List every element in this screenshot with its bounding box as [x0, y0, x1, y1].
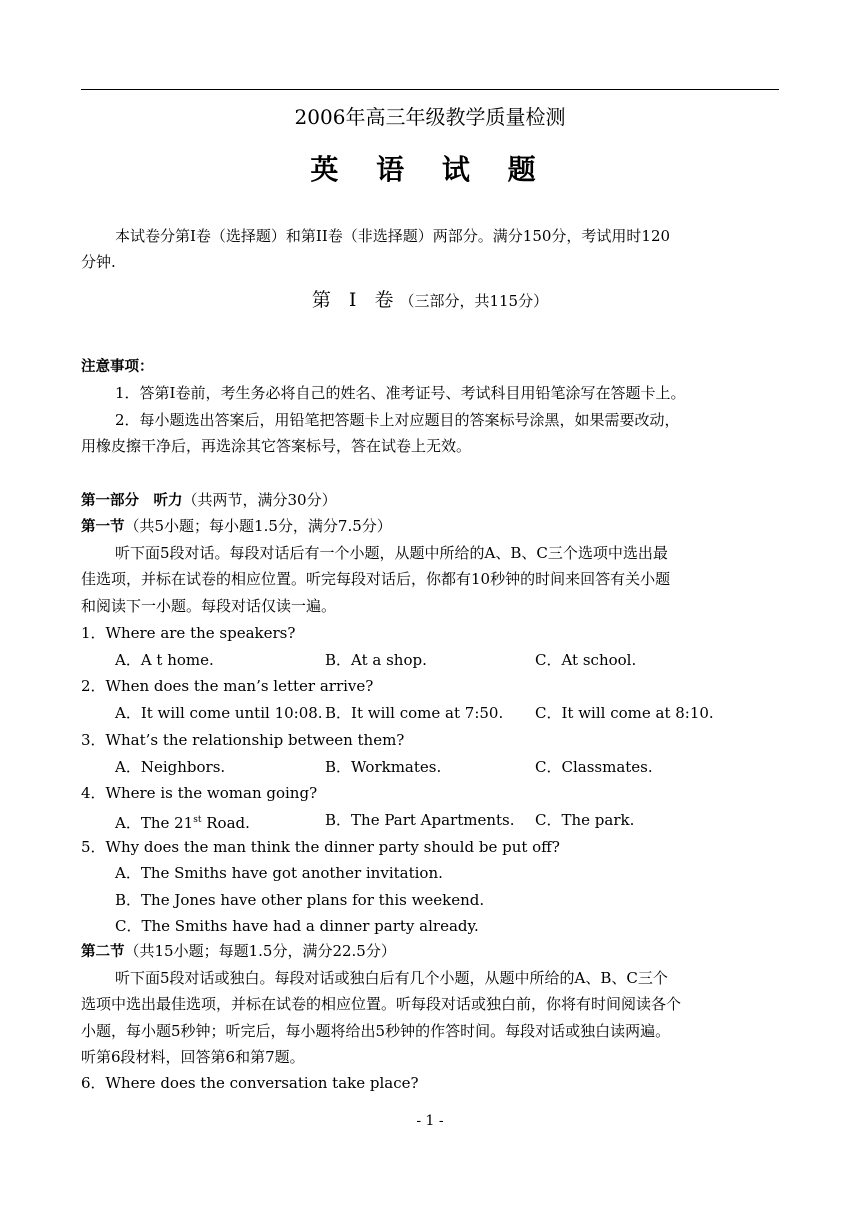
section1-heading — [81, 513, 779, 540]
section1-instr-3: 和阅读下一小题。每段对话仅读一遍。 — [81, 597, 337, 615]
q5-option-b: B．The Jones have other plans for this weekend. — [115, 891, 485, 909]
section2-instr-2: 选项中选出最佳选项，并标在试卷的相应位置。听每段对话或独白前，你将有时间阅读各个 — [81, 995, 682, 1013]
section2-title-note: （共15小题；每题1.5分，满分22.5分） — [124, 942, 396, 960]
volume-heading — [81, 287, 779, 314]
top-rule — [81, 89, 779, 90]
notice-item-2-line-2: 用橡皮擦干净后，再选涂其它答案标号，答在试卷上无效。 — [81, 437, 472, 455]
q4-option-c: C．The park. — [535, 811, 635, 829]
page-number: - 1 - — [416, 1113, 444, 1129]
q4-option-a-suffix: Road. — [201, 814, 250, 832]
intro-line-2: 分钟. — [81, 253, 116, 271]
part1-title: 第一部分 听力 — [81, 493, 183, 509]
section1-instr-2: 佳选项，并标在试卷的相应位置。听完每段对话后，你都有10秒钟的时间来回答有关小题 — [81, 570, 671, 588]
section1-instr-1: 听下面5段对话。每段对话后有一个小题，从题中所给的A、B、C三个选项中选出最 — [115, 544, 668, 562]
q1-option-c: C．At school. — [535, 651, 637, 669]
notice-item-1: 1．答第I卷前，考生务必将自己的姓名、准考证号、考试科目用铅笔涂写在答题卡上。 — [115, 384, 686, 402]
q3-option-a: A．Neighbors. — [115, 758, 226, 776]
question-6: 6．Where does the conversation take place? — [81, 1074, 419, 1092]
q3-option-b: B．Workmates. — [325, 758, 442, 776]
question-5: 5．Why does the man think the dinner party should be put off? — [81, 838, 560, 856]
section2-title: 第二节 — [81, 944, 125, 960]
section1-title-note: （共5小题；每小题1.5分，满分7.5分） — [124, 517, 392, 535]
volume-note: （三部分，共115分） — [399, 292, 549, 310]
section2-instr-3: 小题，每小题5秒钟；听完后，每小题将给出5秒钟的作答时间。每段对话或独白读两遍。 — [81, 1022, 671, 1040]
question-4: 4．Where is the woman going? — [81, 784, 318, 802]
q5-option-c: C．The Smiths have had a dinner party already. — [115, 917, 479, 935]
question-2: 2．When does the man’s letter arrive? — [81, 677, 374, 695]
q2-option-c: C．It will come at 8:10. — [535, 704, 714, 722]
part1-heading — [81, 487, 779, 514]
volume-title: 第 Ⅰ 卷 — [311, 289, 400, 311]
subject-title: 英 语 试 题 — [310, 153, 550, 186]
q2-option-b: B．It will come at 7:50. — [325, 704, 504, 722]
intro-line-1: 本试卷分第I卷（选择题）和第II卷（非选择题）两部分。满分150分，考试用时120 — [115, 227, 671, 245]
section2-instr-4: 听第6段材料，回答第6和第7题。 — [81, 1048, 305, 1066]
q1-option-a: A．A t home. — [115, 651, 214, 669]
section2-instr-1: 听下面5段对话或独白。每段对话或独白后有几个小题，从题中所给的A、B、C三个 — [115, 969, 668, 987]
exam-title: 2006年高三年级教学质量检测 — [294, 105, 566, 129]
question-3: 3．What’s the relationship between them? — [81, 731, 405, 749]
part1-title-note: （共两节，满分30分） — [182, 491, 337, 509]
q4-option-a — [115, 807, 250, 836]
q4-option-b: B．The Part Apartments. — [325, 811, 515, 829]
q2-option-a: A．It will come until 10:08. — [115, 704, 323, 722]
q1-option-b: B．At a shop. — [325, 651, 427, 669]
q5-option-a: A．The Smiths have got another invitation. — [115, 864, 443, 882]
question-1: 1．Where are the speakers? — [81, 624, 296, 642]
notice-item-2-line-1: 2．每小题选出答案后，用铅笔把答题卡上对应题目的答案标号涂黑，如果需要改动， — [115, 411, 680, 429]
section2-heading — [81, 938, 779, 965]
q3-option-c: C．Classmates. — [535, 758, 653, 776]
section1-title: 第一节 — [81, 519, 125, 535]
q4-option-a-sup: st — [193, 815, 202, 825]
notice-title: 注意事项： — [81, 359, 154, 375]
q4-option-a-text: A．The 21 — [115, 814, 194, 832]
